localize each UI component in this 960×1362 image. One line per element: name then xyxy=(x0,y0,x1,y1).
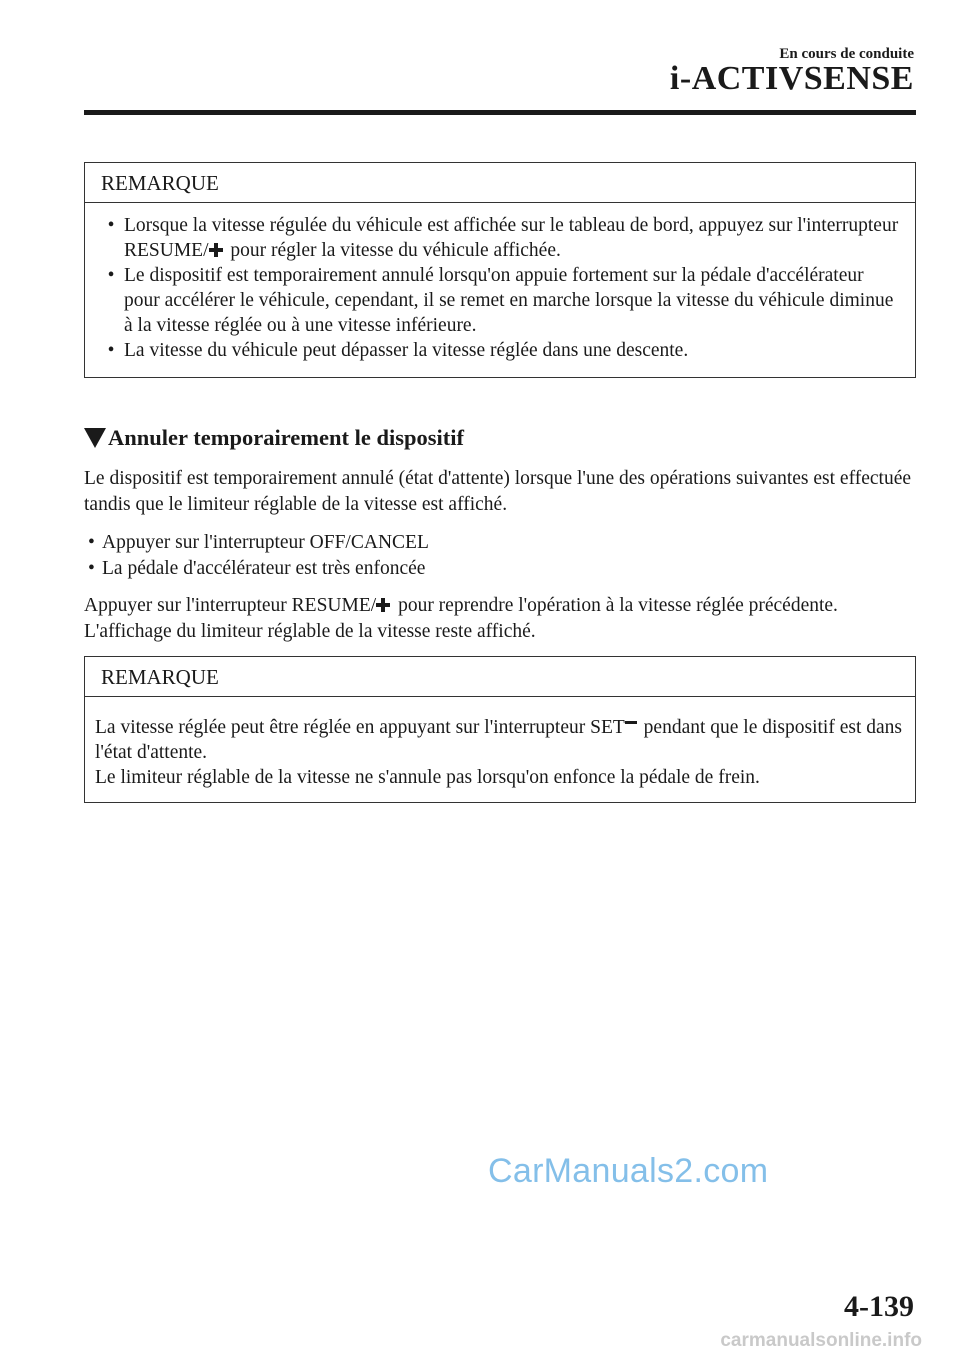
header-rule xyxy=(84,110,916,115)
note-text: La vitesse réglée peut être réglée en appuyant sur l'interrupteur SET xyxy=(95,717,625,738)
page-number: 4-139 xyxy=(844,1290,914,1323)
note-text: Le dispositif est temporairement annulé lorsqu'on appuie fortement sur la pédale d'accélérateur pour accélérer le véhicule, cependant, il se remet en marche lorsque la vitesse du véhicule diminue à la vitesse réglée ou à une vitesse inférieure. xyxy=(124,265,894,336)
condition-list xyxy=(88,530,429,582)
footer-site-link[interactable]: carmanualsonline.info xyxy=(720,1330,922,1351)
bullet-icon: • xyxy=(107,340,115,361)
list-item xyxy=(101,263,903,338)
list-item-text: La pédale d'accélérateur est très enfoncée xyxy=(102,558,426,579)
plus-icon xyxy=(376,598,390,612)
page-title: i-ACTIVSENSE xyxy=(669,60,914,97)
section-label: En cours de conduite xyxy=(779,46,914,62)
bullet-icon: • xyxy=(88,558,95,579)
bullet-icon: • xyxy=(107,215,115,236)
list-item xyxy=(88,556,429,582)
note-paragraph: Le limiteur réglable de la vitesse ne s'annule pas lorsqu'on enfonce la pédale de frein. xyxy=(95,767,760,788)
note-body xyxy=(85,697,915,802)
watermark: CarManuals2.com xyxy=(488,1152,769,1190)
resume-text: pour reprendre l'opération à la vitesse réglée précédente. L'affichage du limiteur réglable de la vitesse reste affiché. xyxy=(84,595,838,642)
section-heading-text: Annuler temporairement le dispositif xyxy=(108,425,465,450)
section-heading xyxy=(84,425,464,451)
note-text: La vitesse du véhicule peut dépasser la vitesse réglée dans une descente. xyxy=(124,340,689,361)
list-item xyxy=(88,530,429,556)
note-text: pour régler la vitesse du véhicule affichée. xyxy=(225,240,561,261)
plus-icon xyxy=(209,243,223,257)
note-box-2 xyxy=(84,656,916,803)
note-list xyxy=(85,203,915,377)
list-item xyxy=(101,338,903,363)
note-text: Lorsque la vitesse régulée du véhicule est affichée sur le tableau de bord, appuyez sur l'interrupteur RESUME/ xyxy=(124,215,899,261)
list-item xyxy=(101,213,903,263)
minus-icon xyxy=(625,721,637,724)
note-title: REMARQUE xyxy=(85,657,915,697)
bullet-icon: • xyxy=(107,265,115,286)
intro-paragraph: Le dispositif est temporairement annulé (état d'attente) lorsque l'une des opérations suivantes est effectuée tandis que le limiteur réglable de la vitesse est affiché. xyxy=(84,468,912,515)
note-text: pendant que le dispositif est dans l'état d'attente. xyxy=(95,717,902,763)
note-paragraph xyxy=(95,715,903,765)
list-item-text: Appuyer sur l'interrupteur OFF/CANCEL xyxy=(102,532,429,553)
bullet-icon: • xyxy=(88,532,95,553)
note-body xyxy=(85,203,915,377)
triangle-down-icon xyxy=(84,428,106,448)
resume-paragraph xyxy=(84,593,924,645)
resume-text: Appuyer sur l'interrupteur RESUME/ xyxy=(84,595,377,616)
note-title: REMARQUE xyxy=(85,163,915,203)
note-box-1 xyxy=(84,162,916,378)
